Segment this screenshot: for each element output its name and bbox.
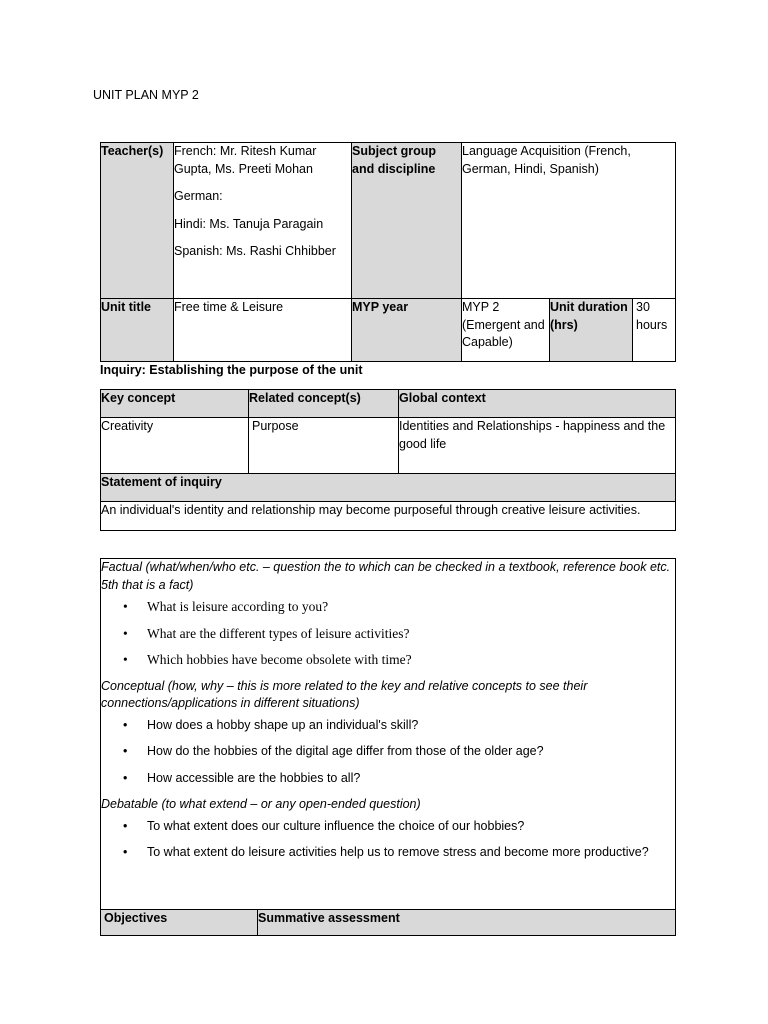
subject-value-cell xyxy=(462,143,676,299)
related-concepts-value-cell xyxy=(249,418,399,474)
objectives-label-cell xyxy=(101,910,258,936)
related-concepts-value: Purpose xyxy=(252,419,299,433)
teachers-label-cell xyxy=(101,143,174,299)
factual-question: • What are the different types of leisure activities? xyxy=(147,625,675,643)
related-concepts-label: Related concept(s) xyxy=(249,391,361,405)
teacher-french: French: Mr. Ritesh Kumar Gupta, Ms. Preeti Mohan xyxy=(174,144,317,176)
summative-label: Summative assessment xyxy=(258,911,400,925)
key-concept-label: Key concept xyxy=(101,391,176,405)
unit-title-value-cell xyxy=(174,299,352,362)
debatable-heading: Debatable (to what extend – or any open-ended question) xyxy=(101,797,421,811)
debatable-question-list xyxy=(101,818,675,862)
subject-value: Language Acquisition (French, German, Hindi, Spanish) xyxy=(462,144,631,176)
inquiry-heading: Inquiry: Establishing the purpose of the unit xyxy=(100,363,363,377)
conceptual-question: • How do the hobbies of the digital age differ from those of the older age? xyxy=(147,743,675,761)
factual-question-list xyxy=(101,598,675,669)
questions-cell xyxy=(101,559,676,910)
statement-value: An individual's identity and relationship may become purposeful through creative leisure activities. xyxy=(101,503,641,517)
duration-label-cell xyxy=(550,299,633,362)
factual-heading: Factual (what/when/who etc. – question the to which can be checked in a textbook, reference book etc. 5th that is a fact) xyxy=(101,560,671,592)
teachers-label: Teacher(s) xyxy=(101,144,164,158)
global-context-label-cell xyxy=(399,390,676,418)
teacher-spanish: Spanish: Ms. Rashi Chhibber xyxy=(174,244,336,258)
global-context-value: Identities and Relationships - happiness and the good life xyxy=(399,419,666,451)
myp-year-value: MYP 2 (Emergent and Capable) xyxy=(462,300,545,349)
conceptual-question: • How accessible are the hobbies to all? xyxy=(147,770,675,788)
debatable-question: • To what extent do leisure activities help us to remove stress and become more productive? xyxy=(147,844,675,862)
subject-label: Subject group and discipline xyxy=(352,144,437,176)
concepts-table xyxy=(100,389,676,531)
key-concept-label-cell xyxy=(101,390,249,418)
conceptual-heading: Conceptual (how, why – this is more related to the key and relative concepts to see their connections/applications in different situations) xyxy=(101,678,588,710)
teacher-hindi: Hindi: Ms. Tanuja Paragain xyxy=(174,216,324,231)
key-concept-value-cell xyxy=(101,418,249,474)
teachers-cell xyxy=(174,143,352,299)
unit-title-label-cell xyxy=(101,299,174,362)
subject-label-cell xyxy=(352,143,462,299)
factual-question: • What is leisure according to you? xyxy=(147,598,675,616)
unit-header-table xyxy=(100,142,676,362)
statement-value-cell xyxy=(101,502,676,531)
statement-label: Statement of inquiry xyxy=(101,475,222,489)
statement-label-cell xyxy=(101,474,676,502)
page-title: UNIT PLAN MYP 2 xyxy=(93,88,199,102)
unit-title-value: Free time & Leisure xyxy=(174,300,284,314)
myp-year-label-cell xyxy=(352,299,462,362)
teacher-german: German: xyxy=(174,189,223,203)
objectives-label: Objectives xyxy=(104,911,168,925)
related-concepts-label-cell xyxy=(249,390,399,418)
summative-label-cell xyxy=(258,910,676,936)
duration-value-cell xyxy=(633,299,676,362)
unit-title-label: Unit title xyxy=(101,300,151,314)
myp-year-label: MYP year xyxy=(352,300,409,314)
myp-year-value-cell xyxy=(462,299,550,362)
debatable-question: • To what extent does our culture influence the choice of our hobbies? xyxy=(147,818,675,836)
duration-label: Unit duration (hrs) xyxy=(550,300,628,332)
key-concept-value: Creativity xyxy=(101,419,154,433)
global-context-label: Global context xyxy=(399,391,486,405)
conceptual-question: • How does a hobby shape up an individual's skill? xyxy=(147,717,675,735)
duration-value: 30 hours xyxy=(636,300,668,332)
factual-question: • Which hobbies have become obsolete with time? xyxy=(147,651,675,669)
inquiry-questions-table xyxy=(100,558,676,936)
conceptual-question-list xyxy=(101,717,675,788)
global-context-value-cell xyxy=(399,418,676,474)
